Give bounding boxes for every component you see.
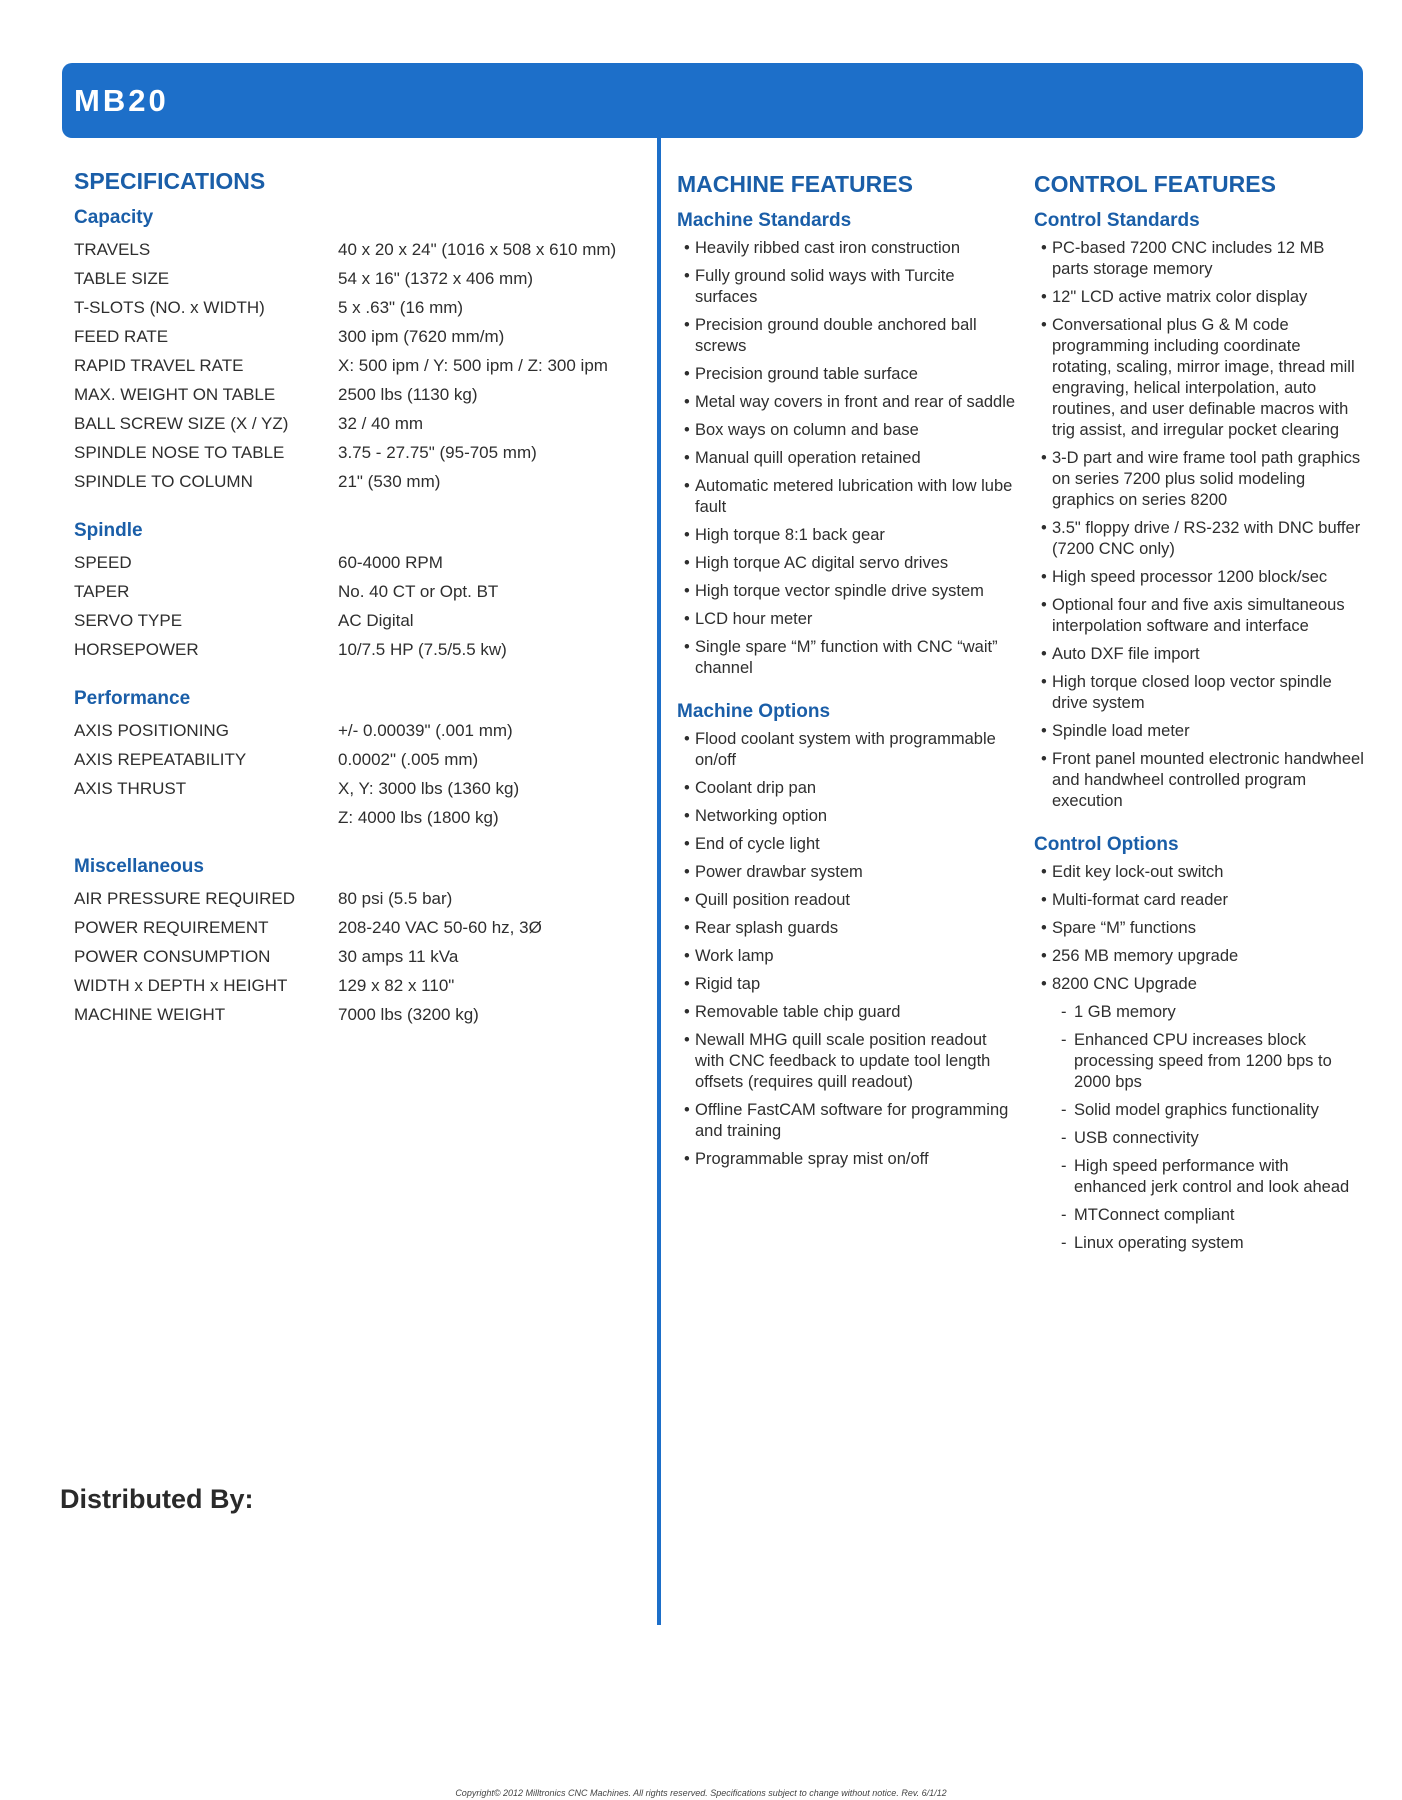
spec-group <box>74 856 634 1029</box>
feature-item <box>677 609 1017 630</box>
feature-list <box>1034 238 1364 812</box>
feature-text: Optional four and five axis simultaneous interpolation software and interface <box>1052 596 1345 635</box>
bullet-icon: • <box>684 610 690 628</box>
bullet-icon: • <box>684 1031 690 1049</box>
spec-row <box>74 716 634 745</box>
feature-text: End of cycle light <box>695 835 820 853</box>
feature-item <box>677 806 1017 827</box>
bullet-icon: • <box>1041 596 1047 614</box>
spec-row <box>74 745 634 774</box>
feature-group-title: Machine Standards <box>677 210 852 231</box>
feature-item <box>677 637 1017 679</box>
feature-subitem <box>1034 1156 1364 1198</box>
feature-subitem <box>1034 1233 1364 1254</box>
feature-item <box>677 778 1017 799</box>
spec-group-title: Performance <box>74 688 191 709</box>
feature-subitem <box>1034 1205 1364 1226</box>
feature-item <box>1034 721 1364 742</box>
feature-text: Metal way covers in front and rear of saddle <box>695 393 1016 411</box>
bullet-icon: • <box>684 919 690 937</box>
feature-text: High torque 8:1 back gear <box>695 526 885 544</box>
bullet-icon: • <box>1041 919 1047 937</box>
machine-features-column <box>677 171 1017 1192</box>
feature-item <box>677 890 1017 911</box>
bullet-icon: • <box>1041 519 1047 537</box>
feature-group-title: Control Standards <box>1034 210 1200 231</box>
feature-text: Precision ground double anchored ball screws <box>695 316 977 355</box>
feature-subitem <box>1034 1030 1364 1093</box>
feature-text: Manual quill operation retained <box>695 449 921 467</box>
spec-row <box>74 913 634 942</box>
bullet-icon: • <box>684 947 690 965</box>
bullet-icon: • <box>1041 891 1047 909</box>
bullet-icon: • <box>1041 568 1047 586</box>
spec-label: TAPER <box>74 581 130 601</box>
spec-row <box>74 884 634 913</box>
feature-text: Work lamp <box>695 947 774 965</box>
feature-item <box>1034 644 1364 665</box>
specifications-heading: SPECIFICATIONS <box>74 168 266 194</box>
spec-label: FEED RATE <box>74 326 169 346</box>
spec-value: 54 x 16" (1372 x 406 mm) <box>338 268 534 288</box>
spec-label: AXIS THRUST <box>74 778 187 798</box>
bullet-icon: • <box>684 807 690 825</box>
specifications-column <box>74 168 634 1053</box>
feature-text: Coolant drip pan <box>695 779 817 797</box>
bullet-icon: • <box>684 421 690 439</box>
dash-icon: - <box>1061 1157 1067 1175</box>
spec-group-title: Spindle <box>74 520 143 541</box>
spec-value: 30 amps 11 kVa <box>338 946 459 966</box>
spec-row <box>74 322 634 351</box>
spec-label: SERVO TYPE <box>74 610 183 630</box>
bullet-icon: • <box>1041 722 1047 740</box>
spec-group <box>74 688 634 832</box>
model-title: MB20 <box>74 83 169 118</box>
feature-text: Power drawbar system <box>695 863 863 881</box>
feature-item <box>677 1030 1017 1093</box>
bullet-icon: • <box>1041 947 1047 965</box>
spec-row <box>74 635 634 664</box>
spec-label: AIR PRESSURE REQUIRED <box>74 888 296 908</box>
spec-group-title: Capacity <box>74 207 154 228</box>
spec-row <box>74 606 634 635</box>
bullet-icon: • <box>684 477 690 495</box>
dash-icon: - <box>1061 1129 1067 1147</box>
spec-label: AXIS REPEATABILITY <box>74 749 247 769</box>
feature-item <box>677 946 1017 967</box>
feature-text: 1 GB memory <box>1074 1003 1176 1021</box>
spec-row <box>74 942 634 971</box>
spec-value: 21" (530 mm) <box>338 471 441 491</box>
spec-row <box>74 971 634 1000</box>
dash-icon: - <box>1061 1003 1067 1021</box>
feature-text: PC-based 7200 CNC includes 12 MB parts storage memory <box>1052 239 1325 278</box>
feature-item <box>677 834 1017 855</box>
spec-value: 60-4000 RPM <box>338 552 443 572</box>
spec-value: +/- 0.00039" (.001 mm) <box>338 720 513 740</box>
feature-item <box>1034 287 1364 308</box>
spec-groups <box>74 207 634 1029</box>
spec-value: AC Digital <box>338 610 414 630</box>
feature-text: Single spare “M” function with CNC “wait” channel <box>695 638 998 677</box>
spec-row <box>74 548 634 577</box>
spec-value: 80 psi (5.5 bar) <box>338 888 453 908</box>
feature-text: Removable table chip guard <box>695 1003 901 1021</box>
feature-item <box>677 315 1017 357</box>
feature-text: Heavily ribbed cast iron construction <box>695 239 961 257</box>
spec-row <box>74 803 634 832</box>
bullet-icon: • <box>684 1101 690 1119</box>
feature-text: Box ways on column and base <box>695 421 919 439</box>
feature-group-title: Machine Options <box>677 701 831 722</box>
spec-label: SPINDLE NOSE TO TABLE <box>74 442 285 462</box>
feature-text: Rear splash guards <box>695 919 839 937</box>
feature-item <box>1034 918 1364 939</box>
spec-value: 300 ipm (7620 mm/m) <box>338 326 505 346</box>
bullet-icon: • <box>1041 863 1047 881</box>
feature-text: Spindle load meter <box>1052 722 1190 740</box>
spec-value: No. 40 CT or Opt. BT <box>338 581 499 601</box>
feature-item <box>677 1149 1017 1170</box>
header-banner <box>62 63 1363 138</box>
bullet-icon: • <box>684 1150 690 1168</box>
copyright-footer: Copyright© 2012 Milltronics CNC Machines. All rights reserved. Specifications subject to change without notice. Rev. 6/1/12 <box>455 1788 947 1798</box>
feature-item <box>1034 567 1364 588</box>
feature-text: Multi-format card reader <box>1052 891 1229 909</box>
spec-value: Z: 4000 lbs (1800 kg) <box>338 807 499 827</box>
feature-text: Quill position readout <box>695 891 851 909</box>
spec-group-title: Miscellaneous <box>74 856 204 877</box>
spec-row <box>74 467 634 496</box>
bullet-icon: • <box>684 730 690 748</box>
column-divider <box>657 138 661 1625</box>
feature-text: Precision ground table surface <box>695 365 918 383</box>
bullet-icon: • <box>684 835 690 853</box>
spec-row <box>74 774 634 803</box>
bullet-icon: • <box>684 582 690 600</box>
spec-group <box>74 207 634 496</box>
feature-item <box>677 420 1017 441</box>
dash-icon: - <box>1061 1101 1067 1119</box>
feature-group-title: Control Options <box>1034 834 1179 855</box>
feature-subitem <box>1034 1002 1364 1023</box>
bullet-icon: • <box>1041 288 1047 306</box>
bullet-icon: • <box>684 526 690 544</box>
spec-label: WIDTH x DEPTH x HEIGHT <box>74 975 288 995</box>
feature-text: Networking option <box>695 807 828 825</box>
feature-item <box>677 1002 1017 1023</box>
feature-text: High torque closed loop vector spindle drive system <box>1052 673 1332 712</box>
feature-text: 3.5" floppy drive / RS-232 with DNC buffer (7200 CNC only) <box>1052 519 1361 558</box>
feature-text: Linux operating system <box>1074 1234 1244 1252</box>
spec-row <box>74 293 634 322</box>
feature-subitem <box>1034 1100 1364 1121</box>
bullet-icon: • <box>1041 975 1047 993</box>
feature-list <box>677 238 1017 679</box>
feature-text: Offline FastCAM software for programming and training <box>695 1101 1009 1140</box>
feature-item <box>1034 862 1364 883</box>
spec-label: RAPID TRAVEL RATE <box>74 355 244 375</box>
feature-item <box>677 581 1017 602</box>
spec-label: TABLE SIZE <box>74 268 170 288</box>
spec-label: POWER CONSUMPTION <box>74 946 271 966</box>
spec-value: 129 x 82 x 110" <box>338 975 455 995</box>
feature-item <box>1034 595 1364 637</box>
feature-list <box>677 729 1017 1170</box>
spec-label: MACHINE WEIGHT <box>74 1004 226 1024</box>
feature-text: USB connectivity <box>1074 1129 1199 1147</box>
bullet-icon: • <box>684 638 690 656</box>
bullet-icon: • <box>684 239 690 257</box>
spec-value: 7000 lbs (3200 kg) <box>338 1004 479 1024</box>
feature-text: Fully ground solid ways with Turcite surfaces <box>695 267 955 306</box>
spec-label: T-SLOTS (NO. x WIDTH) <box>74 297 265 317</box>
bullet-icon: • <box>684 449 690 467</box>
feature-text: Newall MHG quill scale position readout with CNC feedback to update tool length offsets (requires quill readout) <box>695 1031 991 1091</box>
feature-text: Rigid tap <box>695 975 761 993</box>
spec-value: 40 x 20 x 24" (1016 x 508 x 610 mm) <box>338 239 617 259</box>
bullet-icon: • <box>684 365 690 383</box>
spec-row <box>74 438 634 467</box>
feature-item <box>677 238 1017 259</box>
spec-label: BALL SCREW SIZE (X / YZ) <box>74 413 289 433</box>
spec-value: X: 500 ipm / Y: 500 ipm / Z: 300 ipm <box>338 355 608 375</box>
bullet-icon: • <box>1041 750 1047 768</box>
feature-item <box>1034 238 1364 280</box>
feature-text: Flood coolant system with programmable on/off <box>695 730 996 769</box>
feature-item <box>1034 890 1364 911</box>
feature-text: 3-D part and wire frame tool path graphics on series 7200 plus solid modeling graphics on series 8200 <box>1052 449 1361 509</box>
spec-label: AXIS POSITIONING <box>74 720 229 740</box>
bullet-icon: • <box>684 779 690 797</box>
feature-text: Solid model graphics functionality <box>1074 1101 1319 1119</box>
control-feature-groups <box>1034 210 1364 1254</box>
feature-text: High torque AC digital servo drives <box>695 554 949 572</box>
feature-item <box>677 553 1017 574</box>
bullet-icon: • <box>684 975 690 993</box>
feature-text: Front panel mounted electronic handwheel and handwheel controlled program execution <box>1052 750 1364 810</box>
feature-item <box>677 448 1017 469</box>
feature-text: Auto DXF file import <box>1052 645 1200 663</box>
spec-value: 3.75 - 27.75" (95-705 mm) <box>338 442 537 462</box>
bullet-icon: • <box>684 891 690 909</box>
spec-value: 2500 lbs (1130 kg) <box>338 384 478 404</box>
spec-value: 32 / 40 mm <box>338 413 424 433</box>
spec-group <box>74 520 634 664</box>
dash-icon: - <box>1061 1031 1067 1049</box>
control-features-column <box>1034 171 1364 1276</box>
spec-label: MAX. WEIGHT ON TABLE <box>74 384 276 404</box>
feature-item <box>1034 315 1364 441</box>
feature-text: High torque vector spindle drive system <box>695 582 984 600</box>
bullet-icon: • <box>1041 239 1047 257</box>
feature-item <box>677 974 1017 995</box>
feature-text: Edit key lock-out switch <box>1052 863 1224 881</box>
dash-icon: - <box>1061 1234 1067 1252</box>
feature-item <box>1034 518 1364 560</box>
spec-label: POWER REQUIREMENT <box>74 917 269 937</box>
spec-row <box>74 351 634 380</box>
spec-row <box>74 380 634 409</box>
spec-value: 10/7.5 HP (7.5/5.5 kw) <box>338 639 507 659</box>
bullet-icon: • <box>1041 673 1047 691</box>
feature-item <box>677 392 1017 413</box>
feature-item <box>1034 946 1364 967</box>
feature-item <box>1034 672 1364 714</box>
spec-row <box>74 1000 634 1029</box>
feature-item <box>1034 448 1364 511</box>
spec-value: 5 x .63" (16 mm) <box>338 297 464 317</box>
feature-item <box>677 862 1017 883</box>
spec-row <box>74 409 634 438</box>
dash-icon: - <box>1061 1206 1067 1224</box>
bullet-icon: • <box>684 554 690 572</box>
feature-text: MTConnect compliant <box>1074 1206 1235 1224</box>
feature-text: Spare “M” functions <box>1052 919 1196 937</box>
spec-label: TRAVELS <box>74 239 151 259</box>
feature-text: High speed processor 1200 block/sec <box>1052 568 1328 586</box>
feature-text: Conversational plus G & M code programming including coordinate rotating, scaling, mirror image, thread mill engraving, helical interpolation, auto routines, and user definable macros with trig assist, and irregular pocket clearing <box>1052 316 1355 439</box>
spec-value: 208-240 VAC 50-60 hz, 3Ø <box>338 917 542 937</box>
spec-value: X, Y: 3000 lbs (1360 kg) <box>338 778 520 798</box>
machine-features-heading: MACHINE FEATURES <box>677 171 913 197</box>
spec-value: 0.0002" (.005 mm) <box>338 749 479 769</box>
feature-item <box>1034 974 1364 995</box>
feature-text: Automatic metered lubrication with low lube fault <box>695 477 1013 516</box>
spec-row <box>74 264 634 293</box>
machine-feature-groups <box>677 210 1017 1170</box>
spec-row <box>74 577 634 606</box>
feature-text: High speed performance with enhanced jerk control and look ahead <box>1074 1157 1350 1196</box>
spec-label: HORSEPOWER <box>74 639 199 659</box>
feature-text: 256 MB memory upgrade <box>1052 947 1239 965</box>
feature-text: 12" LCD active matrix color display <box>1052 288 1308 306</box>
bullet-icon: • <box>684 1003 690 1021</box>
feature-item <box>677 918 1017 939</box>
control-features-heading: CONTROL FEATURES <box>1034 171 1276 197</box>
bullet-icon: • <box>684 316 690 334</box>
distributed-by-label: Distributed By: <box>60 1484 254 1514</box>
bullet-icon: • <box>684 863 690 881</box>
bullet-icon: • <box>1041 645 1047 663</box>
spec-label: SPEED <box>74 552 132 572</box>
bullet-icon: • <box>1041 316 1047 334</box>
feature-list <box>1034 862 1364 1254</box>
feature-item <box>677 476 1017 518</box>
feature-item <box>1034 749 1364 812</box>
bullet-icon: • <box>1041 449 1047 467</box>
feature-item <box>677 266 1017 308</box>
bullet-icon: • <box>684 393 690 411</box>
spec-row <box>74 235 634 264</box>
feature-subitem <box>1034 1128 1364 1149</box>
feature-item <box>677 525 1017 546</box>
bullet-icon: • <box>684 267 690 285</box>
feature-text: Enhanced CPU increases block processing speed from 1200 bps to 2000 bps <box>1074 1031 1332 1091</box>
feature-item <box>677 1100 1017 1142</box>
feature-item <box>677 729 1017 771</box>
feature-text: LCD hour meter <box>695 610 813 628</box>
feature-text: 8200 CNC Upgrade <box>1052 975 1197 993</box>
feature-item <box>677 364 1017 385</box>
feature-text: Programmable spray mist on/off <box>695 1150 929 1168</box>
spec-label: SPINDLE TO COLUMN <box>74 471 253 491</box>
